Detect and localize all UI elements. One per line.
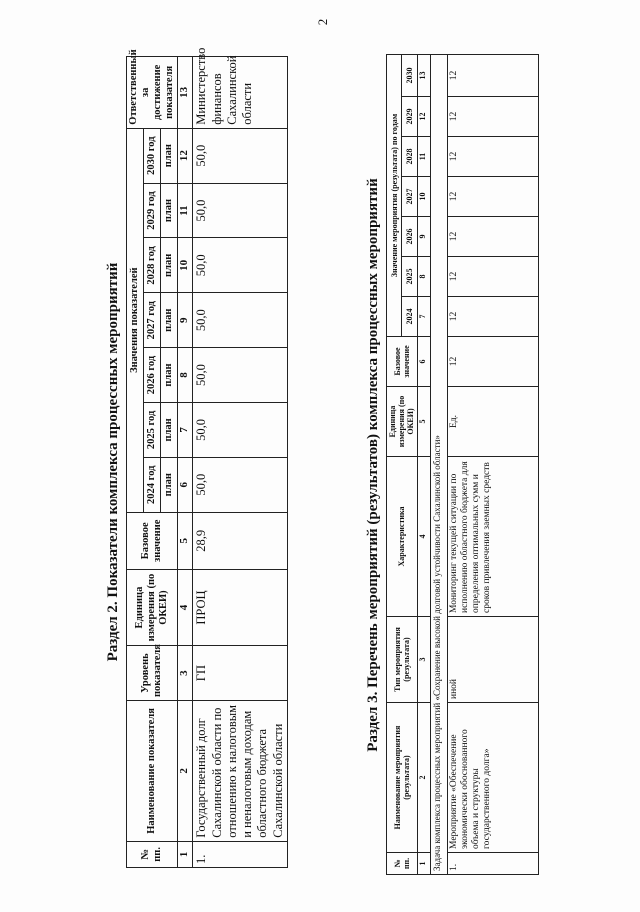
activity-unit: Ед.	[447, 387, 538, 457]
activity-value: 12	[447, 217, 538, 257]
header-unit: Единица измерения (по ОКЕИ)	[387, 387, 418, 457]
column-number: 13	[417, 55, 430, 97]
column-number: 5	[178, 512, 193, 569]
column-number: 11	[417, 137, 430, 177]
column-number: 1	[178, 841, 193, 867]
section-3-title: Раздел 3. Перечень мероприятий (результатов) комплекса процессных мероприятий	[365, 178, 381, 752]
indicators-table	[126, 47, 288, 868]
header-year: 2027 год	[144, 293, 161, 348]
header-year: 2030 год	[144, 128, 161, 183]
header-type: Тип мероприятия (результата)	[387, 617, 418, 703]
header-plan: план	[161, 402, 178, 457]
column-number: 7	[178, 402, 193, 457]
header-plan: план	[161, 293, 178, 348]
header-base: Базовое значение	[127, 512, 178, 569]
table-row	[447, 55, 538, 875]
indicator-unit: ПРОЦ	[193, 569, 288, 645]
header-plan: план	[161, 348, 178, 403]
section-2-title: Раздел 2. Показатели комплекса процессных мероприятий	[105, 262, 121, 662]
header-base: Базовое значение	[387, 337, 418, 387]
header-unit: Единица измерения (по ОКЕИ)	[127, 569, 178, 645]
header-num: № пп.	[127, 841, 178, 867]
section-3	[360, 55, 582, 875]
column-number: 2	[417, 703, 430, 853]
column-number: 11	[178, 183, 193, 238]
column-numbers-row	[178, 57, 193, 868]
row-num: 1.	[447, 853, 538, 875]
column-number: 3	[417, 617, 430, 703]
task-text: Задача комплекса процессных мероприятий «Сохранение высокой долговой устойчивости Сахалинской области»	[430, 55, 447, 875]
activity-value: 12	[447, 257, 538, 297]
header-name: Наименование мероприятия (результата)	[387, 703, 418, 853]
header-num: № пп.	[387, 853, 418, 875]
header-year: 2030	[402, 55, 417, 97]
task-row	[430, 55, 447, 875]
header-plan: план	[161, 238, 178, 293]
header-year: 2026 год	[144, 348, 161, 403]
activity-base: 12	[447, 337, 538, 387]
column-number: 10	[178, 238, 193, 293]
column-number: 10	[417, 177, 430, 217]
header-responsible: Ответственный за достижение показателя	[127, 57, 178, 129]
indicator-value: 50,0	[193, 457, 288, 512]
column-number: 8	[417, 257, 430, 297]
column-number: 9	[178, 293, 193, 348]
header-characteristic: Характеристика	[387, 457, 418, 617]
column-number: 4	[417, 457, 430, 617]
header-values-group: Значения показателей	[127, 128, 144, 512]
header-level: Уровень показателя	[127, 646, 178, 701]
column-number: 5	[417, 387, 430, 457]
activity-name: Мероприятие «Обеспечение экономически обоснованного объема и структуры государственного долга»	[447, 703, 538, 853]
header-year: 2029	[402, 97, 417, 137]
header-year: 2028	[402, 137, 417, 177]
table-row	[193, 57, 288, 868]
indicator-value: 50,0	[193, 293, 288, 348]
column-number: 6	[417, 337, 430, 387]
header-year: 2025 год	[144, 402, 161, 457]
indicator-level: ГП	[193, 646, 288, 701]
header-year: 2028 год	[144, 238, 161, 293]
column-number: 8	[178, 348, 193, 403]
column-numbers-row	[417, 55, 430, 875]
activity-value: 12	[447, 177, 538, 217]
indicator-responsible: Министерство финансов Сахалинской области	[193, 57, 288, 129]
column-number: 4	[178, 569, 193, 645]
indicator-name: Государственный долг Сахалинской области по отношению к налоговым и неналоговым доходам областного бюджета Сахалинской области	[193, 701, 288, 842]
activity-value: 12	[447, 297, 538, 337]
activity-value: 12	[447, 137, 538, 177]
header-year: 2029 год	[144, 183, 161, 238]
indicator-value: 50,0	[193, 238, 288, 293]
column-number: 13	[178, 57, 193, 129]
column-number: 2	[178, 701, 193, 842]
header-year: 2024	[402, 297, 417, 337]
column-number: 9	[417, 217, 430, 257]
header-plan: план	[161, 128, 178, 183]
column-number: 12	[417, 97, 430, 137]
header-year: 2026	[402, 217, 417, 257]
column-number: 12	[178, 128, 193, 183]
header-name: Наименование показателя	[127, 701, 178, 842]
activity-value: 12	[447, 97, 538, 137]
header-year: 2024 год	[144, 457, 161, 512]
indicator-base: 28,9	[193, 512, 288, 569]
activities-table	[386, 54, 539, 875]
activity-type: иной	[447, 617, 538, 703]
indicator-value: 50,0	[193, 402, 288, 457]
page-number: 2	[315, 18, 330, 26]
section-2	[100, 47, 340, 868]
column-number: 1	[417, 853, 430, 875]
header-year: 2025	[402, 257, 417, 297]
header-values-group: Значение мероприятия (результата) по годам	[387, 55, 402, 337]
header-plan: план	[161, 183, 178, 238]
column-number: 6	[178, 457, 193, 512]
header-plan: план	[161, 457, 178, 512]
activity-characteristic: Мониторинг текущей ситуации по исполнению областного бюджета для определения оптимальных сумм и сроков привлечения заемных средств	[447, 457, 538, 617]
indicator-value: 50,0	[193, 348, 288, 403]
indicator-value: 50,0	[193, 183, 288, 238]
indicator-value: 50,0	[193, 128, 288, 183]
activity-value: 12	[447, 55, 538, 97]
column-number: 3	[178, 646, 193, 701]
column-number: 7	[417, 297, 430, 337]
header-year: 2027	[402, 177, 417, 217]
row-num: 1.	[193, 841, 288, 867]
